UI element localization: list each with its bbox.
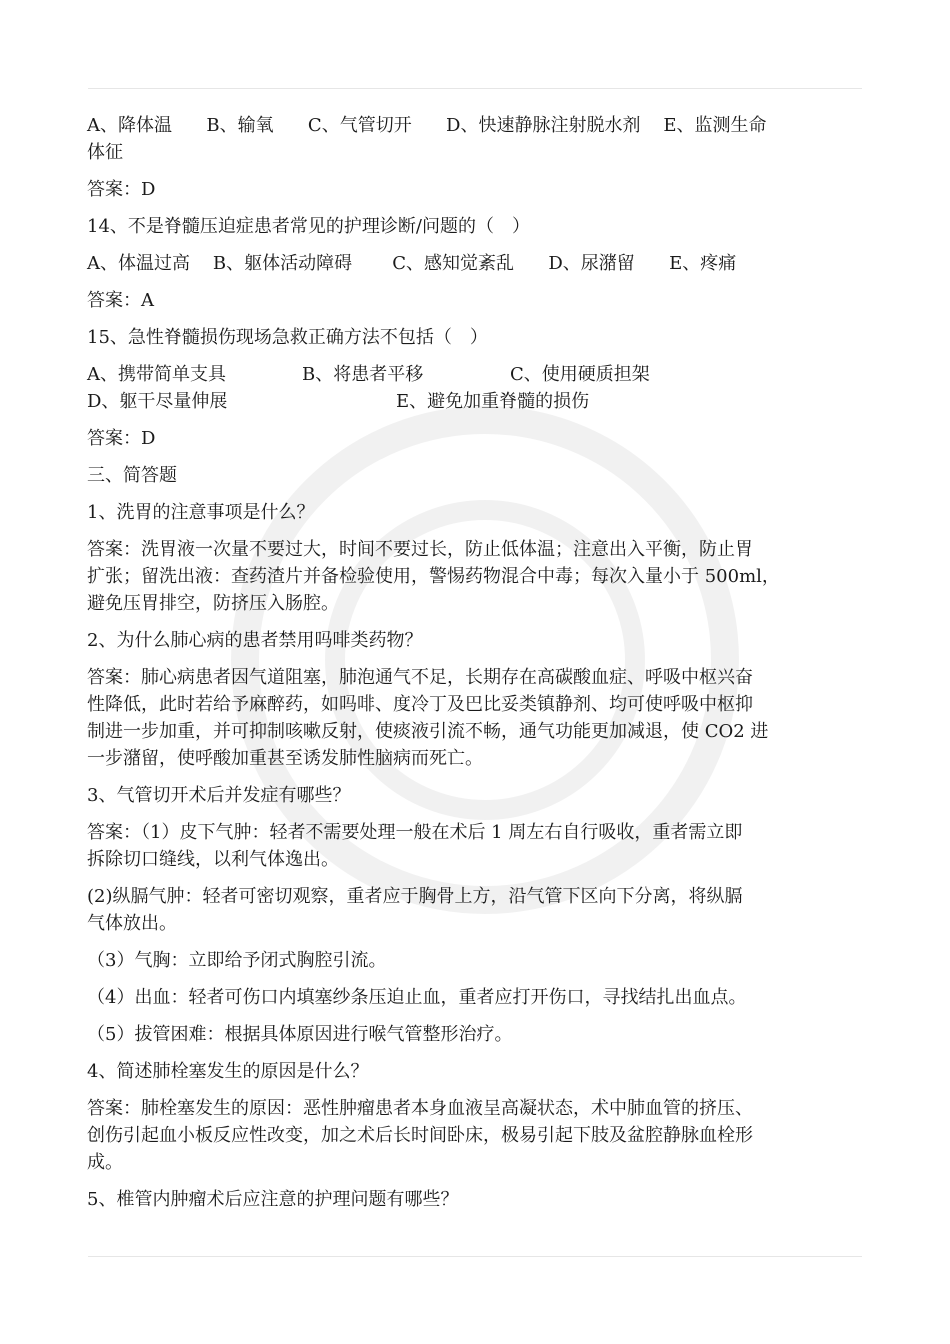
sq1-answer [87, 536, 867, 617]
q15-answer: 答案：D [87, 428, 156, 449]
q14-option-d: D、尿潴留 [548, 253, 635, 274]
q14-option-a: A、体温过高 [87, 253, 190, 274]
sq2-answer-line: 制进一步加重，并可抑制咳嗽反射，使痰液引流不畅，通气功能更加减退，使 CO2 进 [87, 721, 769, 742]
sq2-answer-line: 答案：肺心病患者因气道阻塞，肺泡通气不足，长期存在高碳酸血症、呼吸中枢兴奋 [87, 667, 753, 688]
document-page [87, 112, 867, 1223]
sq4-answer-line: 成。 [87, 1152, 123, 1173]
q13-option-e: E、监测生命 [663, 115, 767, 136]
sq2-answer [87, 664, 867, 772]
q13-options-line1 [87, 112, 867, 139]
q13-option-c: C、气管切开 [307, 115, 412, 136]
sq2-answer-line: 性降低，此时若给予麻醉药，如吗啡、度冷丁及巴比妥类镇静剂、均可使呼吸中枢抑 [87, 694, 753, 715]
sq2-question: 2、为什么肺心病的患者禁用吗啡类药物？ [87, 630, 423, 651]
q13-options [87, 112, 867, 166]
q14-options [87, 250, 867, 277]
q13-option-d: D、快速静脉注射脱水剂 [446, 115, 641, 136]
header-divider [88, 88, 862, 89]
sq4-question: 4、简述肺栓塞发生的原因是什么？ [87, 1061, 369, 1082]
sq1-answer-line: 扩张；留洗出液：查药渣片并备检验使用，警惕药物混合中毒；每次入量小于 500ml， [87, 566, 780, 587]
sq2-answer-line: 一步潴留，使呼酸加重甚至诱发肺性脑病而死亡。 [87, 748, 483, 769]
q15-options-row2 [87, 388, 867, 415]
q15-option-e: E、避免加重脊髓的损伤 [396, 391, 590, 412]
q15-option-b: B、将患者平移 [302, 364, 424, 385]
q15-option-d: D、躯干尽量伸展 [87, 391, 228, 412]
sq4-answer-line: 创伤引起血小板反应性改变，加之术后长时间卧床，极易引起下肢及盆腔静脉血栓形 [87, 1125, 753, 1146]
sq3-item-2-line: 气体放出。 [87, 913, 177, 934]
q15-options-row1 [87, 361, 867, 388]
q15-options [87, 361, 867, 415]
sq3-item-1 [87, 819, 867, 873]
sq3-item-3: （3）气胸：立即给予闭式胸腔引流。 [87, 950, 387, 971]
q14-option-e: E、疼痛 [669, 253, 737, 274]
section-3-title: 三、简答题 [87, 465, 177, 486]
sq3-item-2 [87, 883, 867, 937]
q13-answer: 答案：D [87, 179, 156, 200]
sq3-item-4: （4）出血：轻者可伤口内填塞纱条压迫止血，重者应打开伤口，寻找结扎出血点。 [87, 987, 747, 1008]
q13-option-b: B、输氧 [206, 115, 274, 136]
sq3-item-5: （5）拔管困难：根据具体原因进行喉气管整形治疗。 [87, 1024, 513, 1045]
q15-question: 15、急性脊髓损伤现场急救正确方法不包括（ ） [87, 327, 488, 348]
sq3-item-1-line: 拆除切口缝线，以利气体逸出。 [87, 849, 339, 870]
q15-option-c: C、使用硬质担架 [510, 364, 650, 385]
q14-option-c: C、感知觉紊乱 [392, 253, 514, 274]
sq1-answer-line: 避免压胃排空，防挤压入肠腔。 [87, 593, 339, 614]
q15-option-a: A、携带简单支具 [87, 364, 226, 385]
sq4-answer-line: 答案：肺栓塞发生的原因：恶性肿瘤患者本身血液呈高凝状态，术中肺血管的挤压、 [87, 1098, 753, 1119]
sq1-answer-line: 答案：洗胃液一次量不要过大，时间不要过长，防止低体温；注意出入平衡，防止胃 [87, 539, 753, 560]
sq3-item-1-line: 答案：（1）皮下气肿：轻者不需要处理一般在术后 1 周左右自行吸收，重者需立即 [87, 822, 743, 843]
sq3-item-2-line: (2)纵膈气肿：轻者可密切观察，重者应于胸骨上方，沿气管下区向下分离，将纵膈 [87, 886, 743, 907]
q13-option-a: A、降体温 [87, 115, 172, 136]
q14-option-b: B、躯体活动障碍 [212, 253, 353, 274]
q14-answer: 答案：A [87, 290, 154, 311]
sq4-answer [87, 1095, 867, 1176]
sq1-question: 1、洗胃的注意事项是什么？ [87, 502, 315, 523]
q13-option-e-continued: 体征 [87, 142, 123, 163]
sq5-question: 5、椎管内肿瘤术后应注意的护理问题有哪些？ [87, 1189, 459, 1210]
footer-divider [88, 1256, 862, 1257]
q14-question: 14、不是脊髓压迫症患者常见的护理诊断/问题的（ ） [87, 216, 530, 237]
sq3-question: 3、气管切开术后并发症有哪些？ [87, 785, 351, 806]
